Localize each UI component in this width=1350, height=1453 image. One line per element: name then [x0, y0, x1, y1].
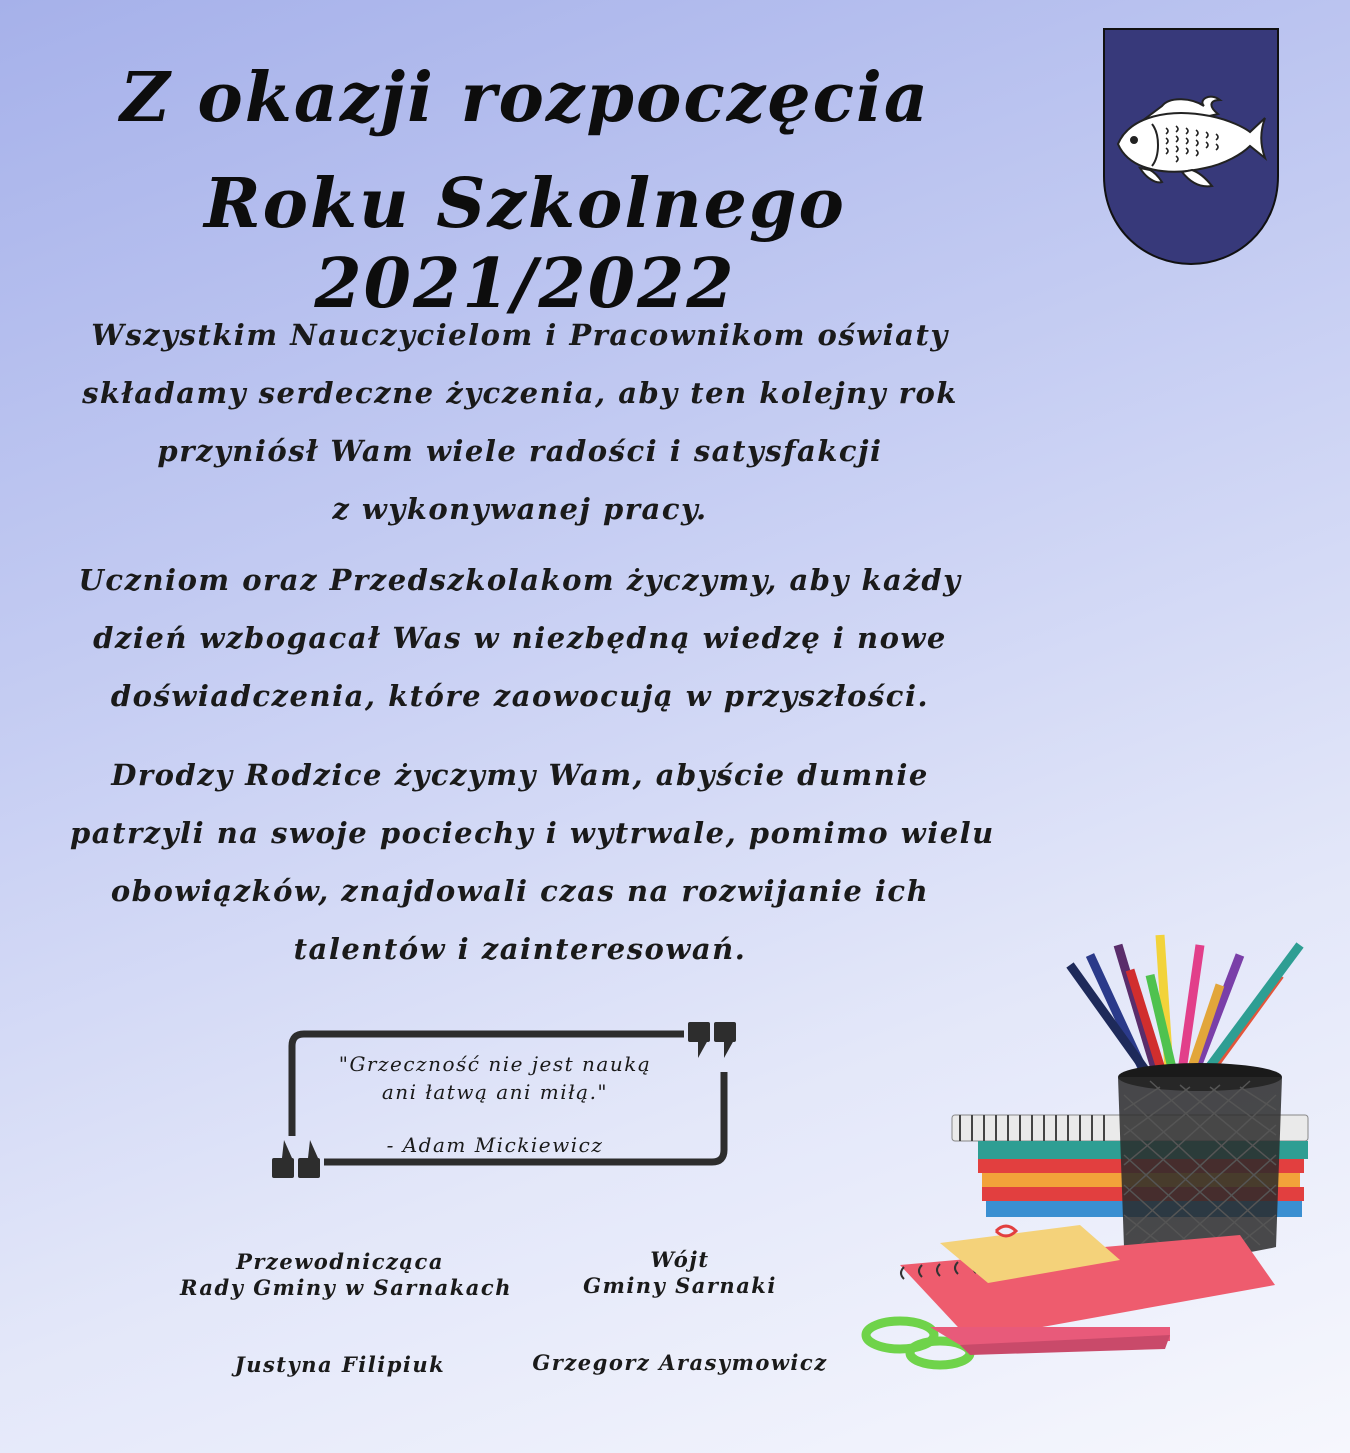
parents-line: patrzyli na swoje pociechy i wytrwale, pomimo wielu — [70, 816, 995, 850]
right-signature-name: Grzegorz Arasymowicz — [532, 1350, 828, 1375]
right-signature-role: Wójt — [650, 1247, 710, 1272]
quote-author: - Adam Mickiewicz — [386, 1133, 604, 1157]
quote-line-2: ani łatwą ani miłą." — [381, 1080, 609, 1104]
left-signature-council: Rady Gminy w Sarnakach — [180, 1275, 512, 1300]
title-line-1: Z okazji rozpoczęcia — [120, 58, 930, 138]
coat-of-arms — [1100, 26, 1282, 268]
students-line: doświadczenia, które zaowocują w przyszłości. — [110, 679, 930, 713]
teachers-line: składamy serdeczne życzenia, aby ten kolejny rok — [82, 376, 958, 410]
right-signature-office: Gminy Sarnaki — [583, 1273, 777, 1298]
scissors-icon — [866, 1321, 1170, 1365]
title-line-2: Roku Szkolnego 2021/2022 — [204, 164, 846, 324]
school-supplies-illustration — [860, 915, 1340, 1385]
teachers-line: z wykonywanej pracy. — [332, 492, 708, 526]
teachers-line: Wszystkim Nauczycielom i Pracownikom oświaty — [91, 318, 949, 352]
parents-line: talentów i zainteresowań. — [293, 932, 747, 966]
parents-line: obowiązków, znajdowali czas na rozwijanie ich — [110, 874, 930, 908]
parents-line: Drodzy Rodzice życzymy Wam, abyście dumnie — [111, 758, 929, 792]
pencils — [1070, 935, 1300, 1085]
left-signature-name: Justyna Filipiuk — [234, 1352, 446, 1377]
left-signature-role: Przewodnicząca — [236, 1249, 444, 1274]
close-quote-icon — [688, 1022, 736, 1058]
students-line: Uczniom oraz Przedszkolakom życzymy, aby każdy — [78, 563, 962, 597]
parents-greeting — [70, 746, 995, 978]
pencil-cup — [1118, 1063, 1282, 1256]
teachers-line: przyniósł Wam wiele radości i satysfakcji — [157, 434, 883, 468]
students-line: dzień wzbogacał Was w niezbędną wiedzę i nowe — [93, 621, 947, 655]
quote-line-1: "Grzeczność nie jest nauką — [338, 1052, 652, 1076]
teachers-greeting — [70, 306, 970, 538]
students-greeting — [70, 551, 970, 725]
